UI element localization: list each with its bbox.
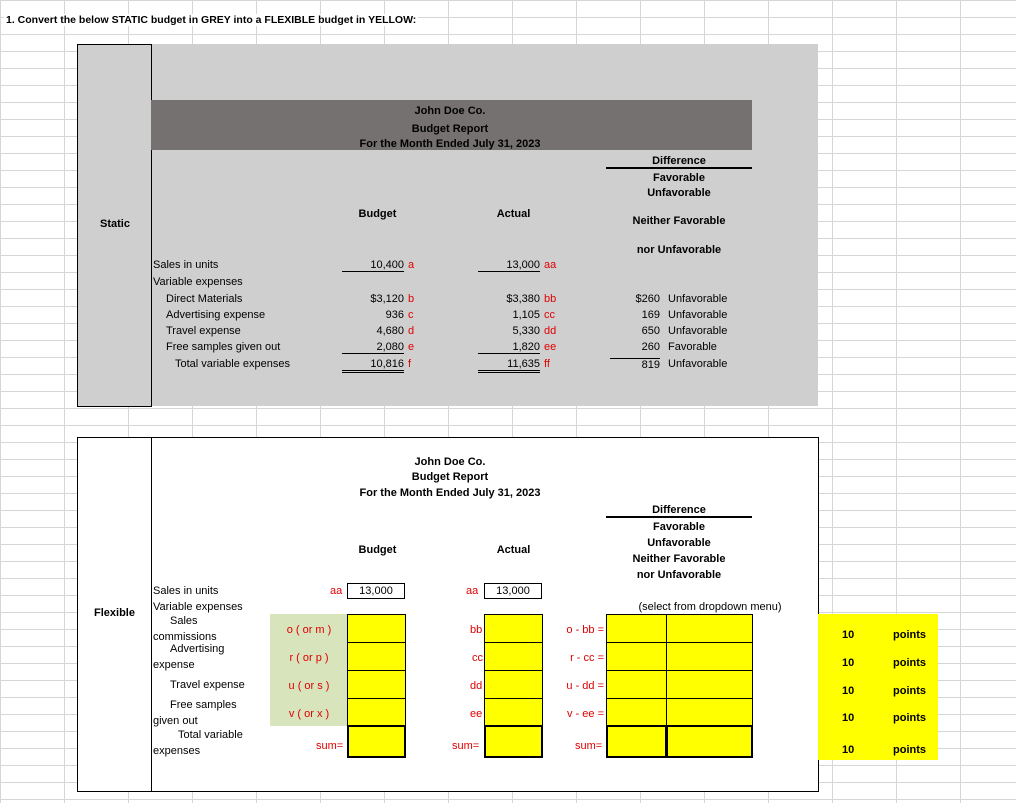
flexible-diff-formula: v - ee = [567, 708, 604, 720]
flexible-status-dropdown[interactable] [666, 670, 753, 699]
static-actual-value: 1,820 [478, 341, 540, 354]
flexible-row-label: Advertising [170, 643, 225, 655]
flexible-actual-code: dd [470, 680, 483, 692]
flexible-diff-formula: o - bb = [566, 624, 604, 636]
flexible-row-label: Travel expense [170, 679, 245, 691]
flexible-diff-header: Difference [606, 504, 752, 518]
points-label: points [893, 744, 926, 756]
flexible-budget-formula: r ( or p ) [289, 652, 329, 664]
static-budget-value: $3,120 [370, 293, 404, 305]
static-actual-code: aa [544, 259, 557, 271]
flexible-unfav-header: Unfavorable [647, 537, 711, 549]
flexible-row-label-cont: expense [153, 659, 195, 671]
flexible-neither-header-2: nor Unfavorable [636, 569, 722, 581]
flexible-row-label-cont: given out [153, 715, 198, 727]
flexible-row-label: Free samples [170, 699, 237, 711]
points-label: points [893, 685, 926, 697]
static-budget-value: 936 [385, 309, 404, 321]
flexible-sales-actual-cell[interactable]: 13,000 [484, 583, 542, 599]
static-diff-status: Unfavorable [668, 309, 728, 321]
flexible-diff-input[interactable] [606, 642, 667, 671]
static-budget-code: e [408, 341, 415, 353]
dropdown-note: (select from dropdown menu) [638, 601, 782, 613]
points-label: points [893, 657, 926, 669]
static-diff-status: Unfavorable [668, 358, 728, 370]
static-actual-value: 5,330 [512, 325, 540, 337]
flexible-actual-input[interactable] [484, 698, 543, 727]
static-actual-code: bb [544, 293, 557, 305]
static-diff-value: 819 [610, 358, 660, 371]
flexible-actual-code: bb [470, 624, 483, 636]
points-value: 10 [842, 744, 855, 756]
points-label: points [893, 629, 926, 641]
static-period: For the Month Ended July 31, 2023 [359, 138, 541, 150]
static-diff-status: Unfavorable [668, 325, 728, 337]
flexible-budget-input[interactable] [347, 614, 406, 643]
points-value: 10 [842, 629, 855, 641]
flexible-company: John Doe Co. [414, 456, 486, 468]
flexible-budget-total-input[interactable] [347, 725, 406, 758]
static-company: John Doe Co. [414, 105, 486, 117]
flexible-sales-budget-code: aa [330, 585, 343, 597]
flexible-sales-actual-code: aa [466, 585, 479, 597]
flexible-actual-code: cc [472, 652, 483, 664]
static-actual-value: 1,105 [512, 309, 540, 321]
flexible-fav-header: Favorable [653, 521, 705, 533]
flexible-col-budget: Budget [358, 544, 397, 556]
flexible-status-total-dropdown[interactable] [666, 725, 753, 758]
static-budget-value: 4,680 [376, 325, 404, 337]
flexible-budget-input[interactable] [347, 698, 406, 727]
static-budget-value: 10,816 [342, 358, 404, 373]
static-side-label: Static [100, 218, 130, 230]
flexible-actual-total-input[interactable] [484, 725, 543, 758]
static-diff-value: $260 [635, 293, 660, 305]
static-row-label: Direct Materials [166, 293, 243, 305]
flexible-diff-input[interactable] [606, 614, 667, 643]
static-col-budget: Budget [358, 208, 397, 220]
static-row-label: Variable expenses [153, 276, 243, 288]
flexible-report-title: Budget Report [411, 471, 489, 483]
static-budget-code: b [408, 293, 415, 305]
flexible-status-dropdown[interactable] [666, 642, 753, 671]
points-value: 10 [842, 712, 855, 724]
static-budget-code: c [408, 309, 414, 321]
flexible-diff-input[interactable] [606, 670, 667, 699]
static-actual-code: ee [544, 341, 557, 353]
flexible-sales-label: Sales in units [153, 585, 219, 597]
static-diff-value: 650 [641, 325, 660, 337]
flexible-diff-total-input[interactable] [606, 725, 667, 758]
static-row-label: Free samples given out [166, 341, 281, 353]
static-actual-value: 11,635 [478, 358, 540, 373]
static-diff-status: Favorable [668, 341, 717, 353]
flexible-diff-formula: r - cc = [570, 652, 604, 664]
flexible-status-dropdown[interactable] [666, 614, 753, 643]
static-budget-code: d [408, 325, 415, 337]
static-diff-status: Unfavorable [668, 293, 728, 305]
flexible-diff-input[interactable] [606, 698, 667, 727]
static-budget-code: f [408, 358, 412, 370]
static-budget-value: 2,080 [342, 341, 404, 354]
points-value: 10 [842, 685, 855, 697]
flexible-actual-input[interactable] [484, 614, 543, 643]
flexible-diff-formula: sum= [575, 740, 603, 752]
flexible-status-dropdown[interactable] [666, 698, 753, 727]
static-diff-header: Difference [606, 155, 752, 169]
flexible-actual-input[interactable] [484, 670, 543, 699]
flexible-period: For the Month Ended July 31, 2023 [359, 487, 541, 499]
flexible-col-actual: Actual [496, 544, 531, 556]
flexible-budget-formula: o ( or m ) [286, 624, 332, 636]
static-budget-value: 10,400 [342, 259, 404, 272]
static-fav-header: Favorable [653, 172, 705, 184]
static-budget-code: a [408, 259, 415, 271]
static-actual-code: ff [544, 358, 550, 370]
flexible-actual-code: ee [470, 708, 483, 720]
static-row-label: Travel expense [166, 325, 241, 337]
flexible-budget-formula: u ( or s ) [288, 680, 330, 692]
static-row-label: Advertising expense [166, 309, 266, 321]
static-actual-code: dd [544, 325, 557, 337]
question-title: 1. Convert the below STATIC budget in GREY into a FLEXIBLE budget in YELLOW: [6, 14, 417, 26]
static-diff-value: 260 [641, 341, 660, 353]
flexible-row-label: Sales [170, 615, 198, 627]
flexible-budget-formula: v ( or x ) [288, 708, 330, 720]
static-neither-header-1: Neither Favorable [632, 215, 726, 227]
flexible-row-label-cont: expenses [153, 745, 201, 757]
static-actual-value: $3,380 [506, 293, 540, 305]
flexible-side-label: Flexible [94, 607, 135, 619]
points-label: points [893, 712, 926, 724]
static-actual-value: 13,000 [478, 259, 540, 272]
flexible-budget-formula: sum= [316, 740, 344, 752]
static-diff-value: 169 [641, 309, 660, 321]
flexible-row-label: Total variable [178, 729, 243, 741]
flexible-row-label-cont: commissions [153, 631, 217, 643]
flexible-sales-budget-cell[interactable]: 13,000 [347, 583, 405, 599]
points-value: 10 [842, 657, 855, 669]
static-row-label: Sales in units [153, 259, 219, 271]
static-report-title: Budget Report [411, 123, 489, 135]
flexible-diff-formula: u - dd = [566, 680, 604, 692]
flexible-actual-input[interactable] [484, 642, 543, 671]
flexible-actual-code: sum= [452, 740, 480, 752]
flexible-budget-input[interactable] [347, 642, 406, 671]
static-unfav-header: Unfavorable [647, 187, 711, 199]
flexible-budget-input[interactable] [347, 670, 406, 699]
static-row-label: Total variable expenses [175, 358, 290, 370]
flexible-variable-label: Variable expenses [153, 601, 243, 613]
flexible-neither-header-1: Neither Favorable [632, 553, 726, 565]
static-actual-code: cc [544, 309, 555, 321]
static-col-actual: Actual [496, 208, 531, 220]
static-neither-header-2: nor Unfavorable [636, 244, 722, 256]
